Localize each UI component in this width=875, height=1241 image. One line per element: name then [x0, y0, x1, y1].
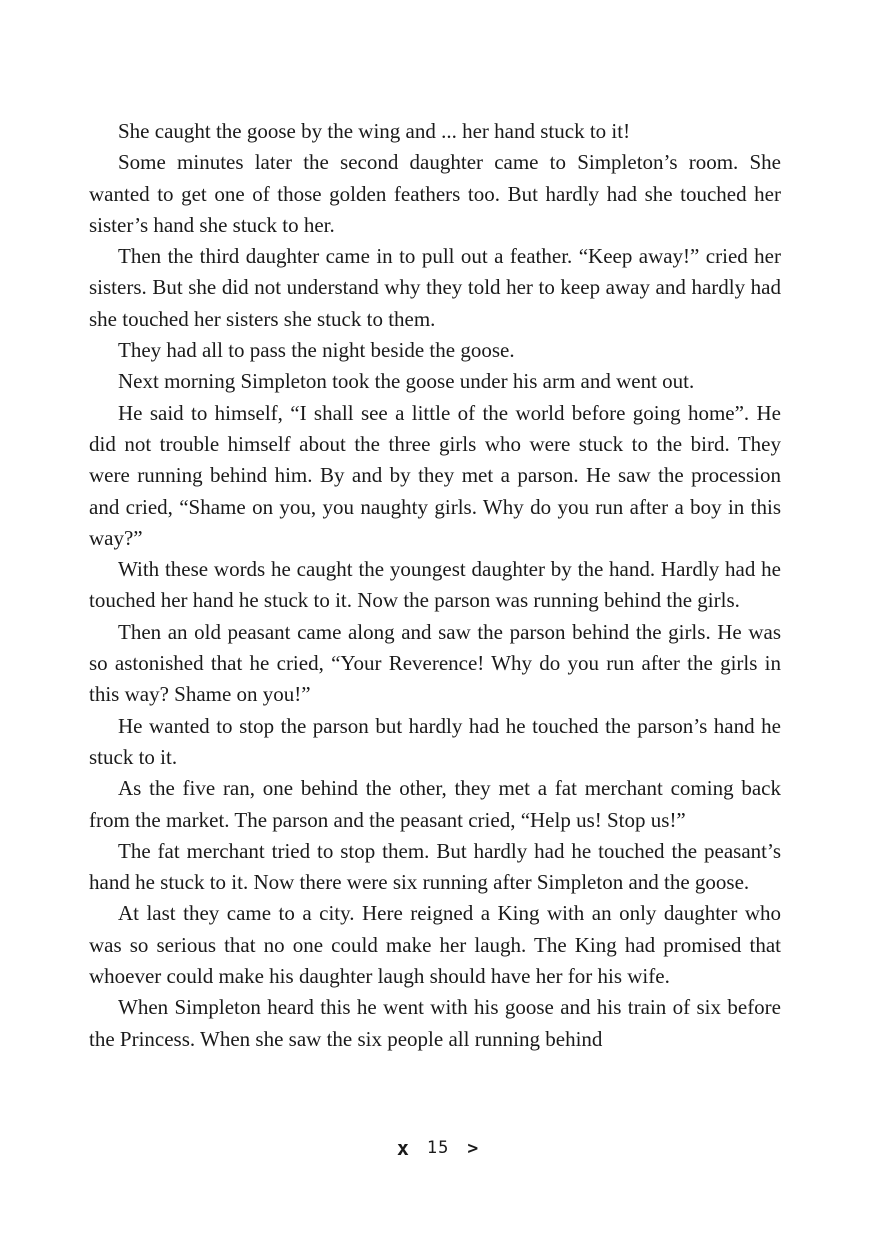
page-number: 15	[426, 1138, 450, 1158]
page-footer	[0, 1133, 875, 1163]
paragraph: When Simpleton heard this he went with his goose and his train of six before the Princess. When she saw the six people all running behind	[89, 995, 781, 1051]
paragraph: Then an old peasant came along and saw the parson behind the girls. He was so astonished that he cried, “Your Reverence! Why do you run after the girls in this way? Shame on you!”	[89, 619, 781, 707]
paragraph: With these words he caught the youngest daughter by the hand. Hardly had he touched her hand he stuck to it. Now the parson was running behind the girls.	[89, 557, 781, 613]
paragraph: At last they came to a city. Here reigned a King with an only daughter who was so serious that no one could make her laugh. The King had promised that whoever could make his daughter laugh should have her for his wife.	[89, 901, 781, 989]
page-body	[89, 116, 781, 1055]
paragraph: He wanted to stop the parson but hardly had he touched the parson’s hand he stuck to it.	[89, 713, 781, 769]
paragraph: He said to himself, “I shall see a little of the world before going home”. He did not trouble himself about the three girls who were stuck to the bird. They were running behind him. By and by they met a parson. He saw the procession and cried, “Shame on you, you naughty girls. Why do you run after a boy in this way?”	[89, 400, 781, 550]
footer-left-ornament: x	[396, 1136, 409, 1160]
paragraph: Some minutes later the second daughter came to Simpleton’s room. She wanted to get one of those golden feathers too. But hardly had she touched her sister’s hand she stuck to her.	[89, 150, 781, 237]
paragraph: Next morning Simpleton took the goose under his arm and went out.	[118, 369, 695, 394]
paragraph: The fat merchant tried to stop them. But hardly had he touched the peasant’s hand he stuck to it. Now there were six running after Simpleton and the goose.	[89, 838, 781, 895]
paragraph: As the five ran, one behind the other, they met a fat merchant coming back from the market. The parson and the peasant cried, “Help us! Stop us!”	[89, 776, 781, 832]
paragraph: She caught the goose by the wing and ... her hand stuck to it!	[118, 119, 631, 143]
paragraph: They had all to pass the night beside the goose.	[118, 338, 515, 363]
paragraph: Then the third daughter came in to pull out a feather. “Keep away!” cried her sisters. But she did not understand why they told her to keep away and hardly had she touched her sisters she stuck to them.	[89, 244, 781, 331]
footer-right-ornament: >	[467, 1137, 479, 1159]
